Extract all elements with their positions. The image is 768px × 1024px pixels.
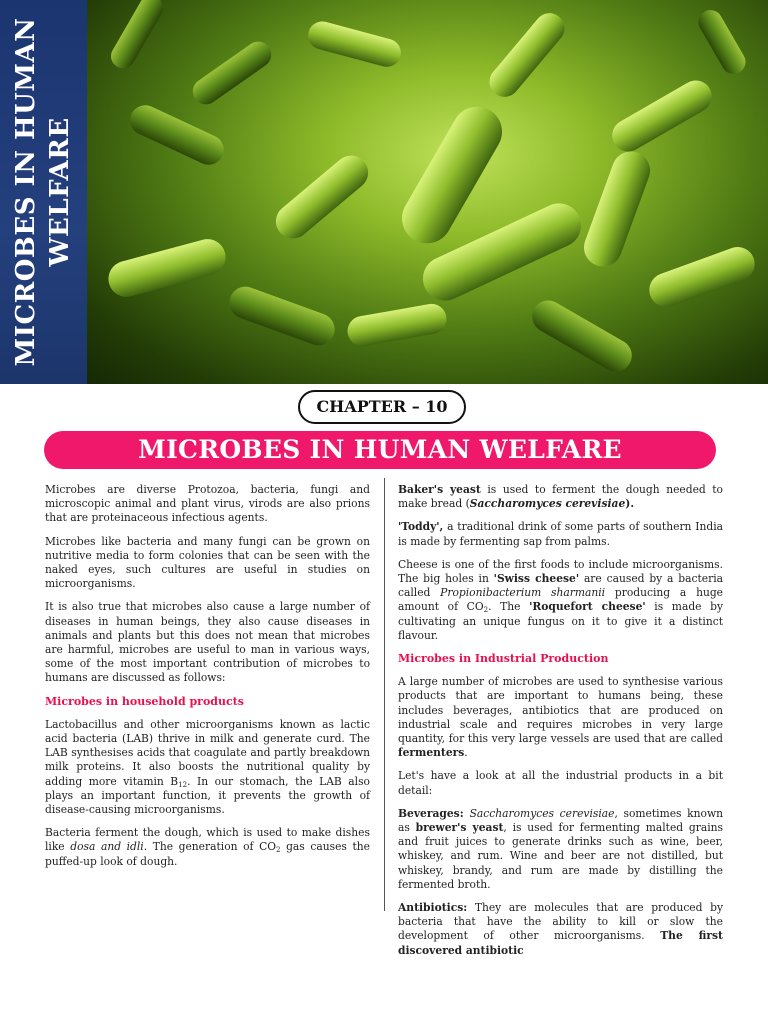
intro-paragraph: Microbes are diverse Protozoa, bacteria, fungi and microscopic animal and plant virus, virods are also prions that are proteinaceous infectious agents. (45, 483, 370, 525)
sidebar-title-line2: WELFARE (45, 117, 75, 267)
column-divider (384, 478, 385, 911)
beverages-paragraph: Beverages: Saccharomyces cerevisiae, sometimes known as brewer's yeast, is used for fermenting malted grains and fruit juices to generate drinks such as wine, beer, whiskey, and rum. Wine and beer are not distilled, but whiskey, brandy, and rum are made by distilling the fermented broth. (398, 806, 723, 891)
dough-paragraph: Bacteria ferment the dough, which is used to make dishes like dosa and idli. The generation of $CO_2$ gas causes the puffed-up look of dough. (45, 826, 370, 868)
right-column (398, 483, 723, 967)
diseases-paragraph: It is also true that microbes also cause a large number of diseases in human beings, they also cause diseases in animals and plants but this does not mean that microbes are harmful, microbes are useful to man in various ways, some of the most important contribution of microbes to humans are discussed as follows: (45, 600, 370, 685)
industrial-heading: Microbes in Industrial Production (398, 652, 609, 666)
cultures-paragraph: Microbes like bacteria and many fungi can be grown on nutritive media to form colonies that can be seen with the naked eyes, such cultures are useful in studies on microorganisms. (45, 534, 370, 591)
bacteria-rods (104, 0, 759, 377)
hero-bacteria-image (87, 0, 768, 384)
bakers-yeast-paragraph: Baker's yeast is used to ferment the dough needed to make bread (Saccharomyces cerevisiae). (398, 483, 723, 511)
cheese-paragraph: Cheese is one of the first foods to include microorganisms. The big holes in 'Swiss cheese' are caused by a bacteria called Propionibacterium sharmanii producing a huge amount of $CO_2$. The 'Roquefort cheese' is made by cultivating an unique fungus on it to give it a distinct flavour. (398, 557, 723, 642)
bacteria-illustration (87, 0, 768, 384)
sidebar (0, 0, 87, 384)
left-column (45, 483, 370, 878)
antibiotics-paragraph: Antibiotics: They are molecules that are produced by bacteria that have the ability to kill or slow the development of other microorganisms. The first discovered antibiotic (398, 901, 723, 957)
fermenters-paragraph: A large number of microbes are used to synthesise various products that are important to humans being, these includes beverages, antibiotics that are produced on industrial scale and requires microbes in very large quantity, for this very large vessels are used that are called fermenters. (398, 675, 723, 760)
chapter-label: CHAPTER – 10 (298, 390, 466, 424)
page-title-banner: MICROBES IN HUMAN WELFARE (44, 431, 716, 469)
industrial-intro-paragraph: Let's have a look at all the industrial products in a bit detail: (398, 769, 723, 797)
lab-paragraph: Lactobacillus and other microorganisms known as lactic acid bacteria (LAB) thrive in milk and generate curd. The LAB synthesises acids that coagulate and partly breakdown milk proteins. It also boosts the nutritional quality by adding more vitamin $B_{12}$. In our stomach, the LAB also plays an important function, it prevents the growth of disease-causing microorganisms. (45, 717, 370, 817)
household-heading: Microbes in household products (45, 694, 244, 708)
sidebar-title (9, 0, 77, 384)
sidebar-title-line1: MICROBES IN HUMAN (11, 17, 41, 367)
toddy-paragraph: 'Toddy', a traditional drink of some parts of southern India is made by fermenting sap from palms. (398, 520, 723, 548)
